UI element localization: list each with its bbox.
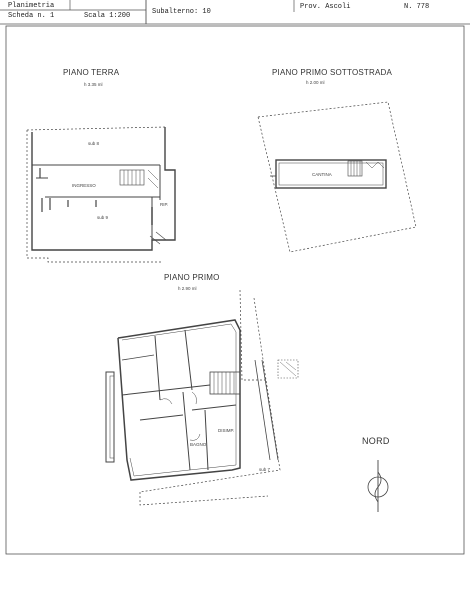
piano-primo-sottostrada-plan [258,102,416,252]
piano-primo-plan [106,290,298,505]
planimetria-label: Planimetria [8,2,55,10]
room-rip: RIP. [160,202,169,207]
scale-label: Scala 1:200 [84,12,131,20]
piano-terra-title: PIANO TERRA [63,68,120,77]
room-bagno: BAGNO [190,442,207,447]
room-sub8: sub 8 [88,141,100,146]
piano-primo-height: h 2.90 ml [178,286,197,291]
piano-primo-title: PIANO PRIMO [164,273,220,282]
room-ingresso: INGRESSO [72,183,96,188]
room-cantina: CANTINA [312,172,332,177]
piano-terra-plan [27,127,175,262]
scheda-label: Scheda n. 1 [8,12,55,20]
room-disimp: DISIMP. [218,428,235,433]
compass-symbol [368,460,388,512]
room-sub9: sub 9 [97,215,109,220]
piano-primo-sottostrada-height: h 2.00 ml [306,80,325,85]
province-label: Prov. Ascoli [300,3,351,11]
compass-label: NORD [362,436,390,446]
piano-primo-sottostrada-title: PIANO PRIMO SOTTOSTRADA [272,68,393,77]
piano-terra-height: h 3.35 ml [84,82,103,87]
sheet-number: N. 778 [404,3,430,11]
subalterno-label: Subalterno: 10 [152,8,211,16]
room-sub7: sub 7 [259,467,271,472]
